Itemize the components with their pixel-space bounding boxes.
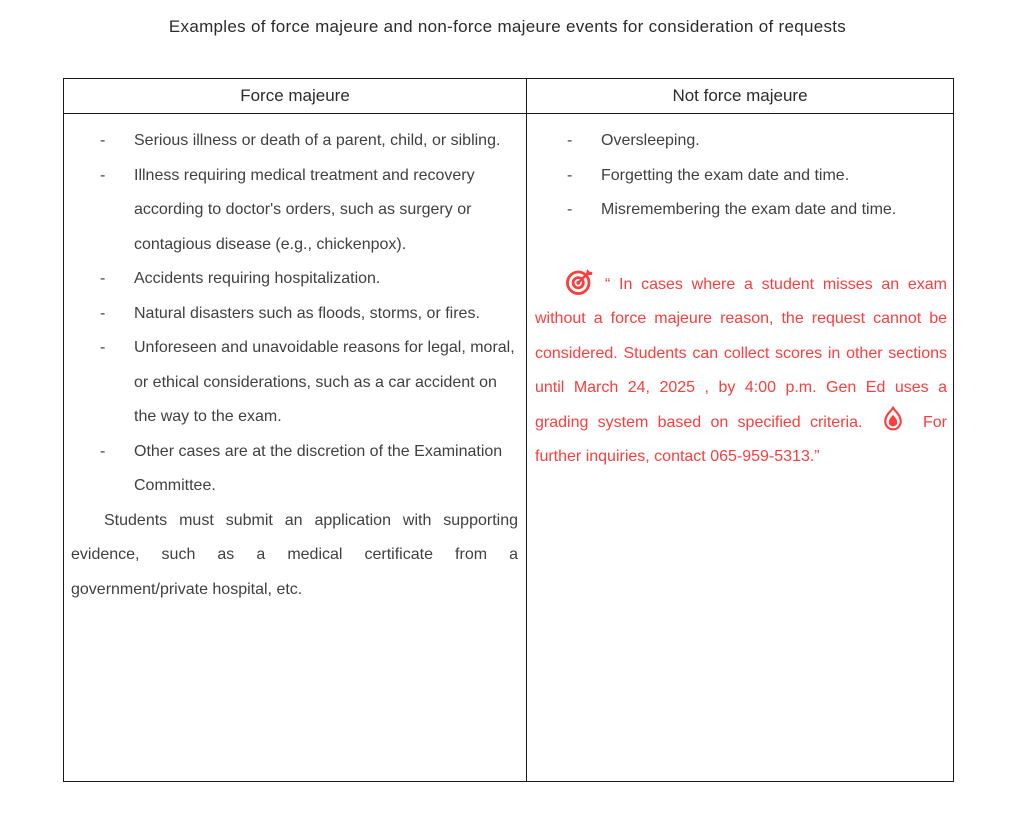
list-item xyxy=(527,124,953,159)
target-dart-icon xyxy=(565,266,595,296)
not-force-majeure-column xyxy=(527,79,953,781)
submission-note: Students must submit an application with supporting evidence, such as a medical certificate from a government/private hospital, etc. xyxy=(71,511,518,598)
force-majeure-header: Force majeure xyxy=(64,79,526,114)
page-title: Examples of force majeure and non-force majeure events for consideration of requests xyxy=(168,17,847,36)
red-notice-text-2: For further inquiries, contact 065-959-5313.” xyxy=(535,413,947,465)
bullet-dash: - xyxy=(100,166,106,184)
list-item-text: Oversleeping. xyxy=(601,132,700,149)
bullet-dash: - xyxy=(100,270,106,287)
list-item-text: Other cases are at the discretion of the Examination Committee. xyxy=(134,442,503,494)
list-item xyxy=(64,331,526,435)
list-item xyxy=(64,159,526,263)
list-item xyxy=(64,435,526,504)
bullet-dash: - xyxy=(100,339,106,356)
bullet-dash: - xyxy=(567,166,573,184)
bullet-dash: - xyxy=(100,442,106,460)
list-item-text: Illness requiring medical treatment and recovery according to doctor's orders, such as surgery or contagious disease (e.g., chickenpox). xyxy=(134,166,475,253)
list-item xyxy=(527,159,953,194)
list-item xyxy=(64,124,526,159)
bullet-dash: - xyxy=(567,201,573,218)
list-item xyxy=(527,193,953,228)
force-majeure-table xyxy=(63,78,954,782)
not-force-majeure-header: Not force majeure xyxy=(527,79,953,114)
list-item-text: Accidents requiring hospitalization. xyxy=(134,270,381,287)
list-item-text: Unforeseen and unavoidable reasons for legal, moral, or ethical considerations, such as a car accident on the way to the exam. xyxy=(134,339,515,425)
list-item xyxy=(64,262,526,297)
force-majeure-column xyxy=(64,79,527,781)
list-item-text: Natural disasters such as floods, storms, or fires. xyxy=(134,304,480,322)
force-majeure-cell xyxy=(64,114,526,781)
flame-icon xyxy=(880,405,906,435)
list-item-text: Misremembering the exam date and time. xyxy=(601,201,897,218)
bullet-dash: - xyxy=(567,132,573,149)
bullet-dash: - xyxy=(100,304,106,322)
list-item xyxy=(64,297,526,332)
red-notice xyxy=(527,268,953,475)
red-notice-text-1: “ In cases where a student misses an exam without a force majeure reason, the request cannot be considered. Students can collect scores in other sections until March 24, 2025 , by 4:00 p.m. Gen Ed uses a grading system based on specified criteria. xyxy=(535,275,947,431)
bullet-dash: - xyxy=(100,132,106,149)
list-item-text: Serious illness or death of a parent, child, or sibling. xyxy=(134,132,501,149)
not-force-majeure-cell xyxy=(527,114,953,781)
list-item-text: Forgetting the exam date and time. xyxy=(601,166,850,184)
